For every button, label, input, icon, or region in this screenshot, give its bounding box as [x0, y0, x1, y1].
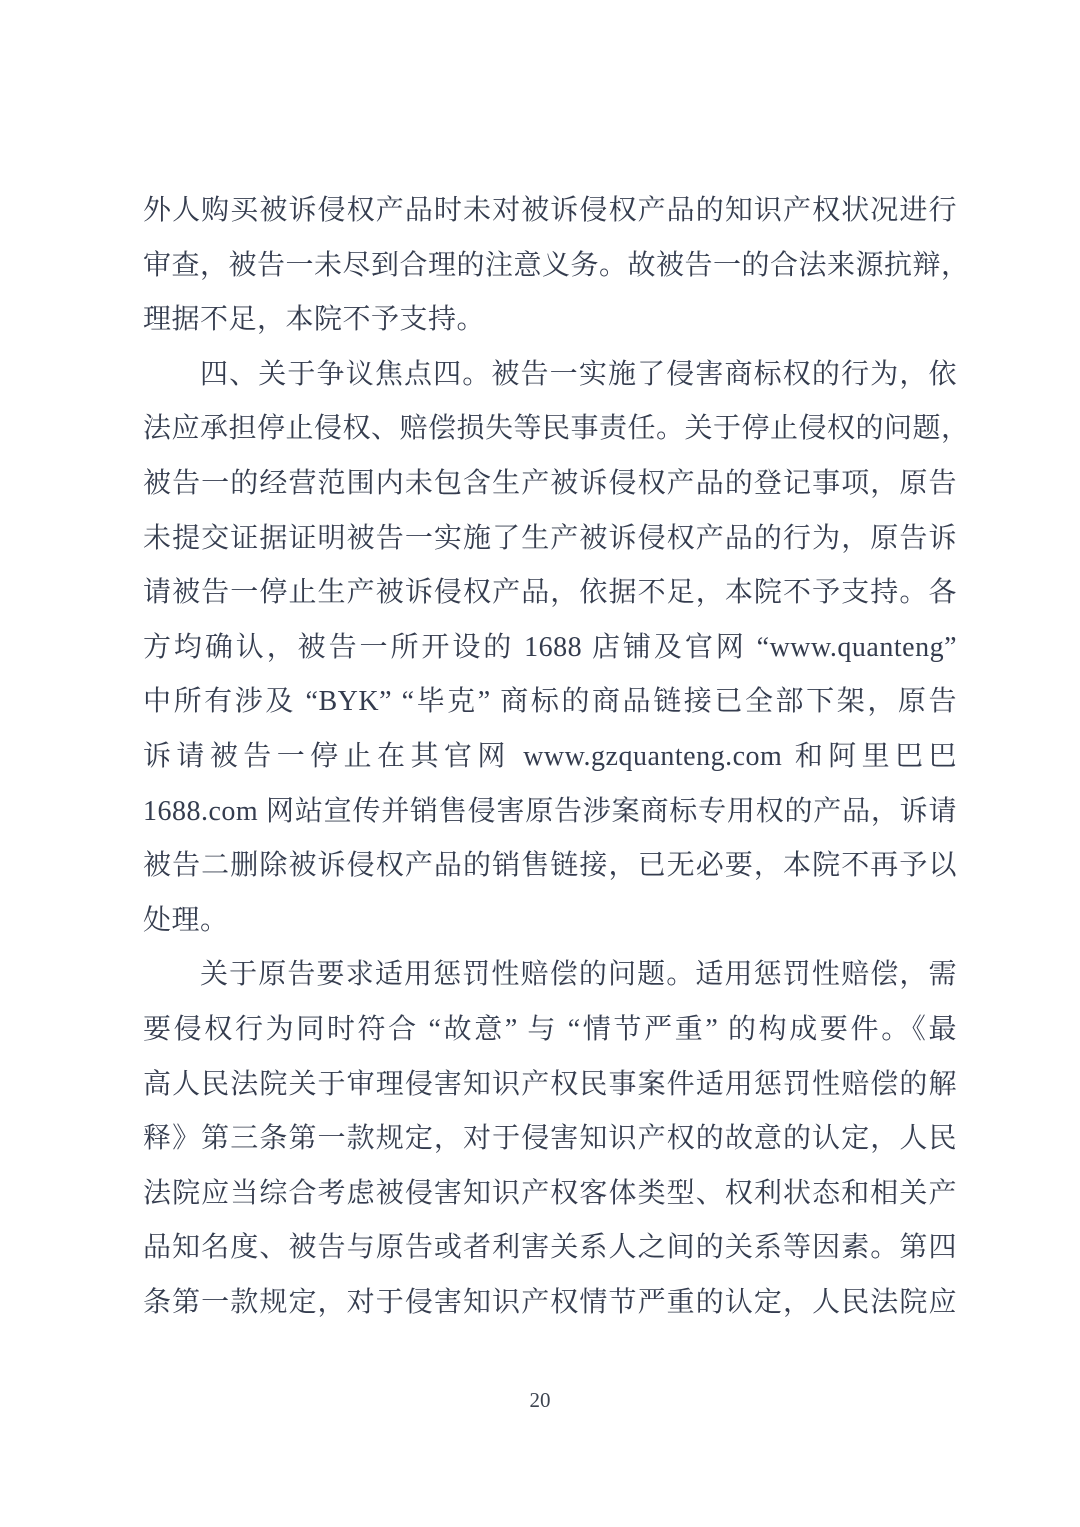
- document-body: [143, 184, 970, 1330]
- text-line: 中所有涉及 “BYK” “毕克” 商标的商品链接已全部下架，原告: [143, 686, 957, 718]
- text-line: 释》第三条第一款规定，对于侵害知识产权的故意的认定，人民: [143, 1123, 957, 1155]
- text-line: 请被告一停止生产被诉侵权产品，依据不足，本院不予支持。各: [143, 577, 957, 609]
- text-line: 四、关于争议焦点四。被告一实施了侵害商标权的行为，依: [200, 358, 957, 390]
- text-line: 被告二删除被诉侵权产品的销售链接，已无必要，本院不再予以: [143, 850, 957, 882]
- text-line: 1688.com 网站宣传并销售侵害原告涉案商标专用权的产品，诉请: [143, 795, 957, 827]
- text-line: 未提交证据证明被告一实施了生产被诉侵权产品的行为，原告诉: [143, 522, 957, 554]
- text-line: 法应承担停止侵权、赔偿损失等民事责任。关于停止侵权的问题，: [143, 413, 970, 445]
- text-line: 诉请被告一停止在其官网 www.gzquanteng.com 和阿里巴巴: [143, 740, 957, 772]
- text-line: 审查，被告一未尽到合理的注意义务。故被告一的合法来源抗辩，: [143, 249, 970, 281]
- text-line: 条第一款规定，对于侵害知识产权情节严重的认定，人民法院应: [143, 1286, 957, 1318]
- page-number: 20: [529, 1388, 551, 1412]
- text-line: 理据不足，本院不予支持。: [143, 304, 486, 336]
- text-line: 关于原告要求适用惩罚性赔偿的问题。适用惩罚性赔偿，需: [200, 959, 957, 991]
- text-line: 要侵权行为同时符合 “故意” 与 “情节严重” 的构成要件。《最: [143, 1013, 957, 1045]
- text-line: 外人购买被诉侵权产品时未对被诉侵权产品的知识产权状况进行: [143, 195, 957, 226]
- text-line: 高人民法院关于审理侵害知识产权民事案件适用惩罚性赔偿的解: [143, 1068, 957, 1100]
- text-line: 方均确认，被告一所开设的 1688 店铺及官网 “www.quanteng”: [143, 631, 957, 663]
- text-line: 处理。: [143, 904, 229, 936]
- text-line: 品知名度、被告与原告或者利害关系人之间的关系等因素。第四: [143, 1232, 957, 1264]
- text-line: 被告一的经营范围内未包含生产被诉侵权产品的登记事项，原告: [143, 467, 957, 499]
- text-line: 法院应当综合考虑被侵害知识产权客体类型、权利状态和相关产: [143, 1177, 957, 1209]
